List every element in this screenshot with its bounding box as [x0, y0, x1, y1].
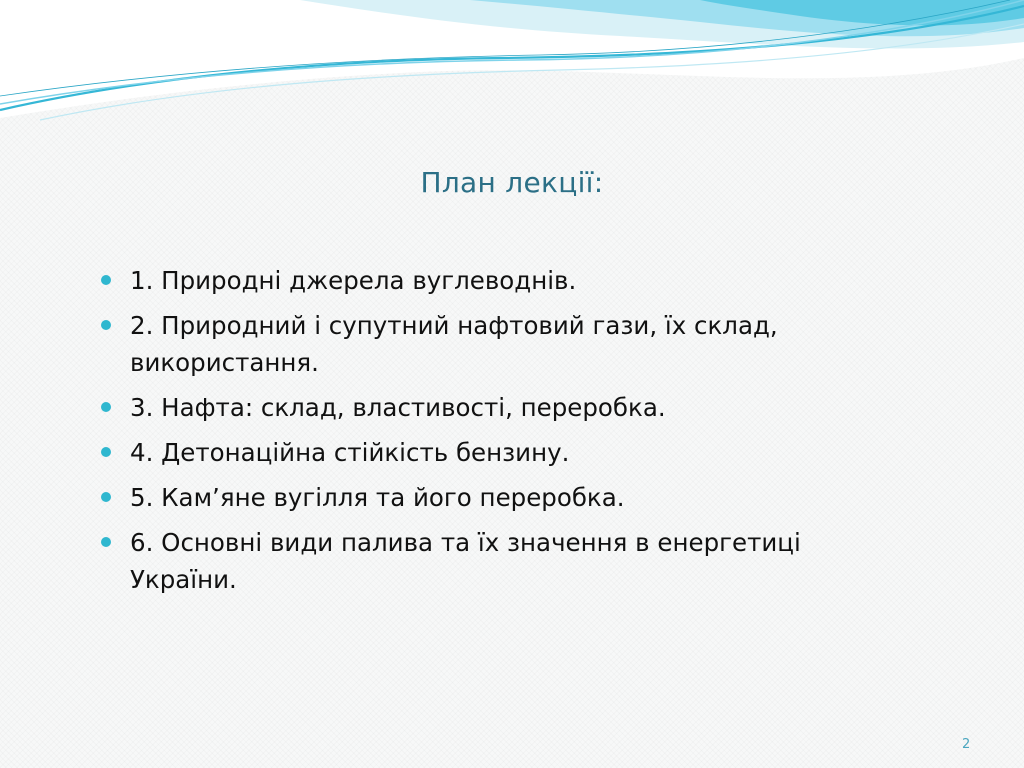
- bullet-icon: [101, 492, 111, 502]
- list-item-text: 1. Природні джерела вуглеводнів.: [130, 266, 577, 295]
- lecture-plan-list: [100, 262, 900, 606]
- list-item-text: 6. Основні види палива та їх значення в енергетиці України.: [130, 528, 801, 594]
- bullet-icon: [101, 447, 111, 457]
- bullet-icon: [101, 320, 111, 330]
- list-item-text: 3. Нафта: склад, властивості, переробка.: [130, 393, 666, 422]
- list-item: [100, 307, 900, 381]
- list-item-text: 2. Природний і супутний нафтовий гази, їх склад, використання.: [130, 311, 778, 377]
- list-item-text: 5. Кам’яне вугілля та його переробка.: [130, 483, 625, 512]
- page-number: 2: [962, 737, 971, 752]
- list-item: [100, 524, 900, 598]
- bullet-icon: [101, 402, 111, 412]
- list-item: [100, 434, 900, 471]
- bullet-icon: [101, 275, 111, 285]
- header-wave-decoration: [0, 0, 1024, 130]
- list-item: [100, 389, 900, 426]
- list-item: [100, 262, 900, 299]
- slide-title: План лекції:: [420, 166, 604, 199]
- bullet-icon: [101, 537, 111, 547]
- list-item-text: 4. Детонаційна стійкість бензину.: [130, 438, 570, 467]
- list-item: [100, 479, 900, 516]
